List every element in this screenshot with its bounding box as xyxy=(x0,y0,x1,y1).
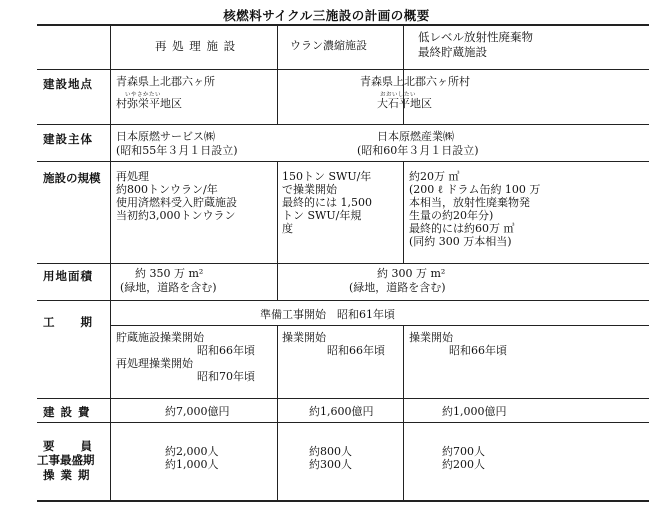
label-staff-construction: 工事最盛期 xyxy=(37,453,95,467)
area-reprocessing-line1: 約 350 万 m² xyxy=(135,267,204,280)
rule-col-reprocessing xyxy=(277,161,278,300)
scale-enrichment-line: 最終的には 1,500 xyxy=(282,196,372,209)
header-reprocessing: 再 処 理 施 設 xyxy=(155,39,237,53)
site-shared-line1: 青森県上北郡六ヶ所村 xyxy=(360,75,470,88)
schedule-shared: 準備工事開始 昭和61年頃 xyxy=(260,308,395,321)
scale-enrichment-line: 150トン SWU/年 xyxy=(282,170,372,183)
site-reprocessing-line2: 村弥栄平地区 xyxy=(116,97,182,110)
operator-reprocessing-line1: 日本原燃サービス㈱ xyxy=(116,130,215,143)
rule-col-reprocessing xyxy=(277,325,278,501)
staff-waste-construction: 約700人 xyxy=(442,445,485,458)
overview-table xyxy=(37,24,649,502)
scale-waste-line: (200 ℓ ドラム缶約 100 万 xyxy=(409,183,541,196)
site-reprocessing-ruby: いやさかたい xyxy=(125,92,162,98)
schedule-reprocessing-line: 昭和66年頃 xyxy=(197,344,255,357)
scale-waste-line: 最終的には約60万 ㎥ xyxy=(409,222,515,235)
rule-col-label xyxy=(110,24,111,501)
scale-waste-line: 約20万 ㎥ xyxy=(409,170,460,183)
rule-header xyxy=(37,69,649,70)
rule-top xyxy=(37,24,649,26)
schedule-waste-line: 操業開始 xyxy=(409,331,453,344)
cost-enrichment: 約1,600億円 xyxy=(309,405,374,418)
staff-reprocessing-operation: 約1,000人 xyxy=(165,458,219,471)
scale-enrichment-line: で操業開始 xyxy=(282,183,337,196)
staff-enrichment-operation: 約300人 xyxy=(309,458,352,471)
label-cost: 建 設 費 xyxy=(43,405,91,419)
schedule-enrichment-line: 昭和66年頃 xyxy=(327,344,385,357)
scale-reprocessing-line: 当初約3,000トンウラン xyxy=(116,209,236,222)
label-staff: 要 員 xyxy=(43,439,93,453)
schedule-reprocessing-line: 昭和70年頃 xyxy=(197,370,255,383)
scale-waste-line: (同約 300 万本相当) xyxy=(409,235,512,248)
label-scale: 施設の規模 xyxy=(43,171,101,185)
label-staff-operation: 操 業 期 xyxy=(43,468,91,482)
rule-col-enrichment xyxy=(403,161,404,263)
header-enrichment: ウラン濃縮施設 xyxy=(290,39,367,52)
operator-shared-line1: 日本原燃産業㈱ xyxy=(377,130,454,143)
header-waste-line2: 最終貯蔵施設 xyxy=(418,45,487,59)
rule-scale xyxy=(37,263,649,264)
site-shared-line2: 大石平地区 xyxy=(377,97,432,110)
cost-reprocessing: 約7,000億円 xyxy=(165,405,230,418)
rule-cost xyxy=(37,422,649,423)
schedule-enrichment-line: 操業開始 xyxy=(282,331,326,344)
area-reprocessing-line2: (緑地，道路を含む) xyxy=(120,281,217,294)
schedule-reprocessing-line: 再処理操業開始 xyxy=(116,357,193,370)
scale-waste-line: 生量の約20年分) xyxy=(409,209,494,222)
header-waste-line1: 低レベル放射性廃棄物 xyxy=(418,30,533,44)
area-shared-line1: 約 300 万 m² xyxy=(377,267,446,280)
cost-waste: 約1,000億円 xyxy=(442,405,507,418)
rule-schedule-shared xyxy=(110,325,649,326)
rule-operator xyxy=(37,161,649,162)
scale-reprocessing-line: 使用済燃料受入貯蔵施設 xyxy=(116,196,237,209)
table-title: 核燃料サイクル三施設の計画の概要 xyxy=(223,8,430,23)
operator-reprocessing-line2: (昭和55年３月１日設立) xyxy=(116,144,238,157)
rule-site xyxy=(37,124,649,125)
scale-enrichment-line: トン SWU/年規 xyxy=(282,209,362,222)
rule-schedule xyxy=(37,398,649,399)
rule-bottom xyxy=(37,500,649,502)
area-shared-line2: (緑地，道路を含む) xyxy=(349,281,446,294)
scale-reprocessing-line: 約800トンウラン/年 xyxy=(116,183,218,196)
rule-col-enrichment xyxy=(403,325,404,501)
site-shared-ruby: おおいしたい xyxy=(380,92,417,98)
operator-shared-line2: (昭和60年３月１日設立) xyxy=(357,144,479,157)
rule-area xyxy=(37,300,649,301)
scale-reprocessing-line: 再処理 xyxy=(116,170,149,183)
label-area: 用地面積 xyxy=(43,269,93,283)
staff-enrichment-construction: 約800人 xyxy=(309,445,352,458)
label-schedule: 工 期 xyxy=(43,315,93,329)
schedule-waste-line: 昭和66年頃 xyxy=(449,344,507,357)
staff-reprocessing-construction: 約2,000人 xyxy=(165,445,219,458)
scale-enrichment-line: 度 xyxy=(282,222,293,235)
label-site: 建設地点 xyxy=(43,77,93,91)
site-reprocessing-line1: 青森県上北郡六ヶ所 xyxy=(116,75,215,88)
scale-waste-line: 本相当，放射性廃棄物発 xyxy=(409,196,530,209)
staff-waste-operation: 約200人 xyxy=(442,458,485,471)
rule-col-reprocessing xyxy=(277,24,278,124)
label-operator: 建設主体 xyxy=(43,132,93,146)
schedule-reprocessing-line: 貯蔵施設操業開始 xyxy=(116,331,204,344)
